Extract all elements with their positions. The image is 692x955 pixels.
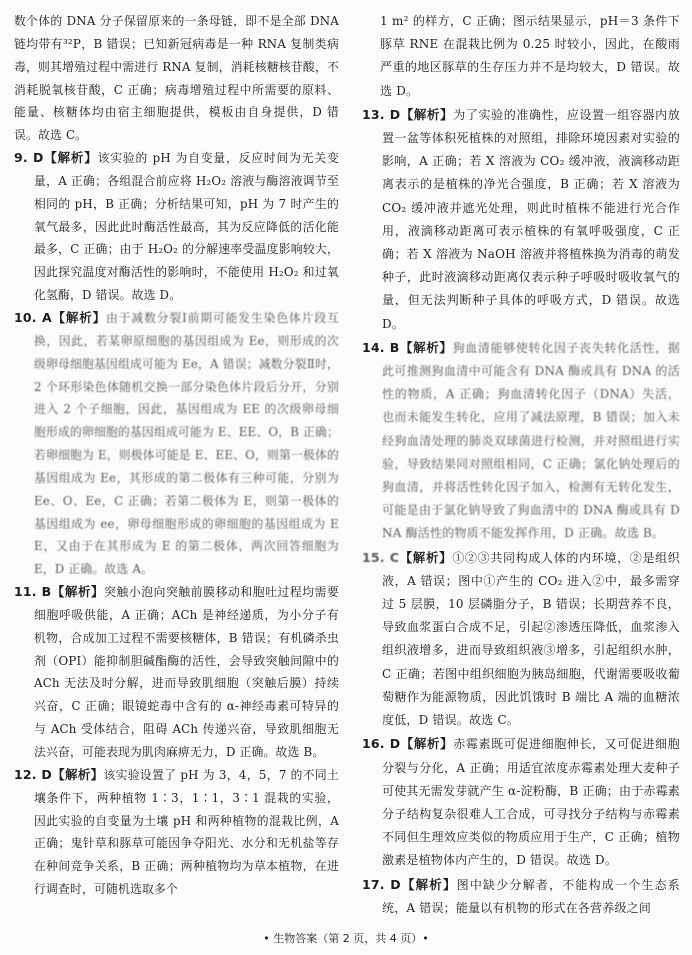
q17-number: 17. D bbox=[362, 876, 401, 892]
q9-number: 9. D bbox=[14, 150, 44, 166]
right-column bbox=[362, 10, 680, 920]
q12-text: 该实验设置了 pH 为 3，4，5，7 的不同土壤条件下，两种植物 1∶3，1∶1，3∶1 混栽的实验，因此实验的自变量为土壤 pH 和两种植物的混栽比例，A 正确；鬼针草和豚草可能因争夺阳光、水分和无机盐等存在种间竞争关系，B 正确；两种植物均为草本植物，在进行调查时，可随机选取多个 bbox=[34, 767, 339, 897]
answer-q13 bbox=[362, 103, 680, 336]
q16-text: 赤霉素既可促进细胞伸长，又可促进细胞分裂与分化，A 正确；用适宜浓度赤霉素处理大麦种子可使其无需发芽就产生 α-淀粉酶，B 正确；由于赤霉素分子结构复杂很难人工合成，可寻找分子结构与赤霉素不同但生理效应类似的物质应用于生产，C 正确；植物激素是植物体内产生的，D 错误。故选 D。 bbox=[382, 737, 681, 868]
page-footer: • 生物答案（第 2 页，共 4 页）• bbox=[263, 932, 429, 945]
answer-q11 bbox=[14, 581, 339, 764]
q11-text: 突触小泡向突触前膜移动和胞吐过程均需要细胞呼吸供能，A 正确；ACh 是神经递质，为小分子有机物，合成加工过程不需要核糖体，B 错误；有机磷杀虫剂（OPI）能抑制胆碱酯酶的活性，会导致突触间隙中的 ACh 无法及时分解，进而导致肌细胞（突触后膜）持续兴奋，C 正确；眼镜蛇毒中含有的 α-神经毒素可特异的与 ACh 受体结合，阻碍 ACh 传递兴奋，导致肌细胞无法兴奋，可能表现为肌肉麻痹无力，D 正确。故选 B。 bbox=[34, 585, 339, 759]
q9-tag: 【解析】 bbox=[43, 150, 98, 166]
q16-tag: 【解析】 bbox=[400, 736, 454, 752]
q8-continuation: 数个体的 DNA 分子保留原来的一条母链，即不是全部 DNA 链均带有³²P，B 错误；已知新冠病毒是一种 RNA 复制类病毒，则其增殖过程中需进行 RNA 复制，消耗核糖核苷酸，不消耗脱氧核苷酸，C 正确；病毒增殖过程中所需要的原料、能量、核糖体均由宿主细胞提供，模板由自身提供，D 错误。故选 C。 bbox=[14, 14, 339, 143]
q13-tag: 【解析】 bbox=[400, 106, 454, 122]
answer-q12 bbox=[14, 764, 339, 901]
q12-number: 12. D bbox=[14, 766, 53, 782]
q11-tag: 【解析】 bbox=[51, 584, 105, 600]
q10-tag: 【解析】 bbox=[51, 309, 107, 325]
q17-text: 图中缺少分解者，不能构成一个生态系统，A 错误；能量以有机物的形式在各营养级之间 bbox=[382, 877, 680, 915]
q14-number: 14. B bbox=[362, 339, 400, 355]
left-column bbox=[14, 10, 339, 901]
answer-q10 bbox=[14, 307, 339, 581]
q11-number: 11. B bbox=[14, 584, 52, 600]
answer-q17 bbox=[362, 873, 680, 920]
answer-q9 bbox=[14, 147, 339, 307]
answer-q16 bbox=[362, 732, 680, 872]
q14-tag: 【解析】 bbox=[399, 339, 453, 355]
q15-number: 15. C bbox=[362, 549, 400, 565]
q13-number: 13. D bbox=[362, 106, 401, 122]
answer-q15 bbox=[362, 546, 680, 733]
q10-text: 由于减数分裂Ⅰ前期可能发生染色体片段互换，因此，若某卵原细胞的基因组成为 Ee，则形成的次级卵母细胞基因组成可能为 Ee，A 错误；减数分裂Ⅱ时，2 个环形染色体随机交换一部分染色体片段后分开，分别进入 2 个子细胞，因此，基因组成为 EE 的次级卵母细胞形成的卵细胞的基因组成可能为 E、EE、O，B 正确；若卵细胞为 E，则极体可能是 E、EE、O，则第一极体的基因组成为 Ee，其形成的第二极体有三种可能，分别为 Ee、O、Ee，C 正确；若第二极体为 E，则第一极体的基因组成为 ee，卵母细胞形成的卵细胞的基因组成为 EE，又由于在其形成为 E 的第二极体，两次回答细胞为 E，D 正确。故选 A。 bbox=[34, 310, 340, 577]
q16-number: 16. D bbox=[362, 736, 401, 752]
q15-tag: 【解析】 bbox=[399, 549, 453, 565]
q15-text: ①②③共同构成人体的内环境，②是组织液，A 错误；图中①产生的 CO₂ 进入②中，最多需穿过 5 层膜，10 层磷脂分子，B 错误；长期营养不良，导致血浆蛋白合成不足，引起②渗透压降低，血浆渗入组织液增多，进而导致组织液③增多，引起组织水肿，C 正确；若图中组织细胞为胰岛细胞，代谢需要吸收葡萄糖作为能源物质，因此饥饿时 B 端比 A 端的血糖浓度低，D 错误。故选 C。 bbox=[382, 550, 680, 728]
q10-number: 10. A bbox=[14, 309, 52, 325]
q13-text: 为了实验的准确性，应设置一组容器内放置一盆等体积死植株的对照组，排除环境因素对实验的影响，A 正确；若 X 溶液为 CO₂ 缓冲液，液滴移动距离表示的是植株的净光合强度，B 正确；若 X 溶液为 CO₂ 缓冲液并遮光处理，则此时植株不能进行光合作用，液滴移动距离可表示植株的有氧呼吸强度，C 正确；若 X 溶液为 NaOH 溶液并将植株换为消毒的萌发种子，此时液滴移动距离仅表示种子呼吸时吸收氧气的量，但无法判断种子具体的呼吸方式，D 错误。故选 D。 bbox=[382, 107, 680, 331]
q12-tag: 【解析】 bbox=[52, 766, 104, 782]
answer-q14 bbox=[362, 336, 680, 546]
q9-text: 该实验的 pH 为自变量，反应时间为无关变量，A 正确；各组混合前应将 H₂O₂ 溶液与酶溶液调节至相同的 pH，B 正确；分析结果可知，pH 为 7 时产生的氧气最多，因此此时酶活性最高，其为反应降低的活化能最多，C 正确；由于 H₂O₂ 的分解速率受温度影响较大，因此探究温度对酶活性的影响时，不能使用 H₂O₂ 和过氧化氢酶，D 错误。故选 D。 bbox=[34, 151, 339, 303]
q12-continuation: 1 m² 的样方，C 正确；图示结果显示，pH＝3 条件下豚草 RNE 在混栽比例为 0.25 时较小，因此，在酸雨严重的地区豚草的生存压力并不是均较大，D 错误。故选 D。 bbox=[380, 14, 680, 98]
q17-tag: 【解析】 bbox=[400, 876, 457, 892]
q14-text: 狗血清能够使转化因子丧失转化活性，据此可推测狗血清中可能含有 DNA 酶或具有 DNA 的活性的物质，A 正确；狗血清转化因子（DNA）失活，也而未能发生转化，应用了减法原理，B 错误；加入未经狗血清处理的肺炎双球菌进行检测，并对照组进行实验，导致结果同对照组相同，C 正确；氯化钠处理后的狗血清，并将活性转化因子加入，检测有无转化发生，可能是由于氯化钠导致了狗血清中的 DNA 酶或具有 DNA 酶活性的物质不能发挥作用，D 正确。故选 B。 bbox=[382, 340, 680, 541]
